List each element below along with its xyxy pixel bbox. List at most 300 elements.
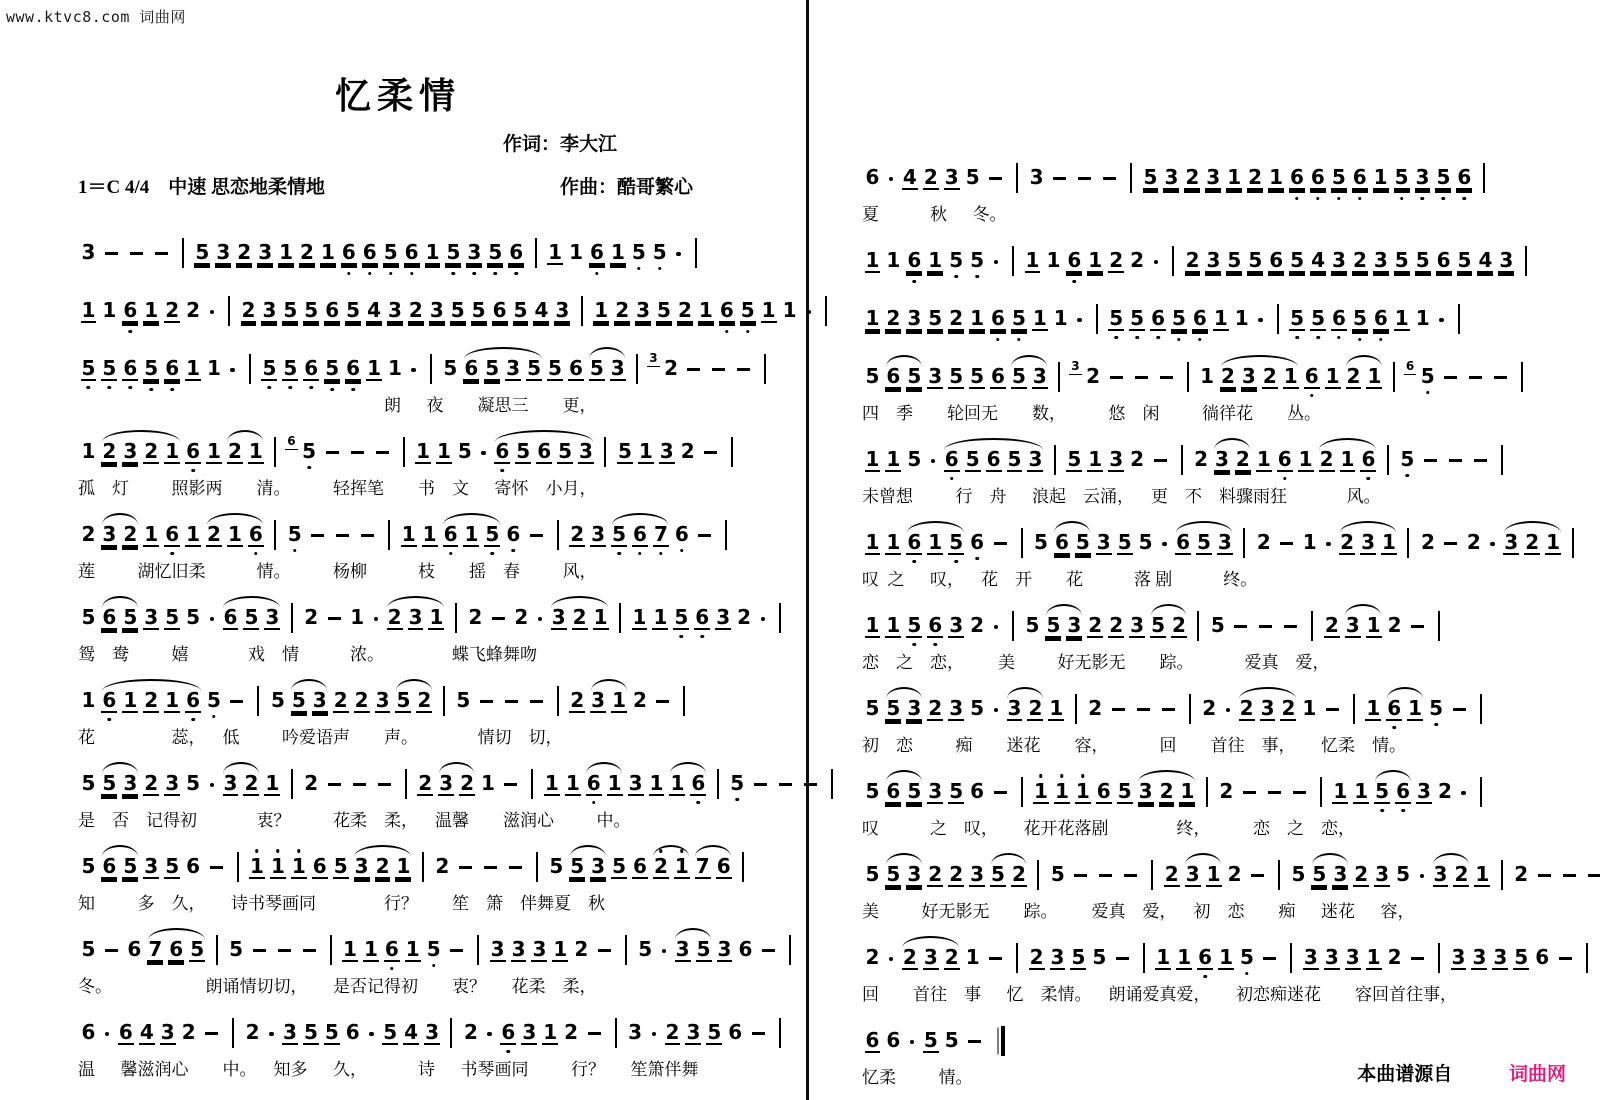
note: 3: [591, 688, 606, 713]
note: 1: [1367, 364, 1382, 389]
note: 6: [312, 854, 327, 879]
sustain-dash: [492, 617, 505, 620]
note: 3: [283, 1020, 297, 1045]
note: 3: [506, 356, 521, 381]
sustain-dash: [1112, 708, 1125, 711]
note: 7: [148, 937, 163, 962]
song-title: 忆柔情: [334, 76, 461, 116]
note: 5: [1151, 613, 1165, 638]
note: 6: [1535, 945, 1550, 970]
augmentation-dot: [210, 310, 215, 315]
note: 3: [1217, 530, 1232, 555]
augmentation-dot: [369, 1032, 374, 1037]
barline: [477, 935, 479, 965]
augmentation-dot: [889, 177, 894, 182]
note: 5: [631, 240, 646, 265]
note: 5: [426, 937, 441, 962]
sustain-dash: [1284, 625, 1297, 628]
note: 5: [1396, 862, 1411, 887]
note: 5: [674, 605, 689, 630]
note: 4: [902, 165, 917, 190]
note: 6: [1192, 306, 1207, 331]
slur-arc: [667, 772, 709, 796]
note: 3: [928, 364, 943, 389]
note: 3: [591, 522, 606, 547]
note: 5: [81, 356, 96, 381]
note: 1: [865, 447, 880, 472]
sustain-dash: [1162, 708, 1175, 711]
note: 5: [1291, 862, 1306, 887]
barline: [557, 686, 559, 716]
note: 5: [1011, 306, 1026, 331]
sustain-dash: [1268, 791, 1281, 794]
note: 1: [865, 248, 880, 273]
lyrics-line: 鸳 鸯 嬉 戏 情 浓。 蝶飞蜂舞吻: [78, 645, 537, 664]
note: 5: [1429, 696, 1444, 721]
barline: [831, 769, 833, 799]
lyrics-line: 回 首往 事 忆 柔情。 朗诵爱真爱， 初恋痴迷花 容回首往事，: [862, 985, 1457, 1004]
note: 3: [1241, 364, 1256, 389]
barline: [405, 769, 407, 799]
barline: [1501, 860, 1503, 890]
note: 1: [886, 447, 901, 472]
barline: [1483, 163, 1485, 193]
note: 2: [564, 1020, 579, 1045]
note: 3: [686, 1020, 701, 1045]
note: 1: [649, 771, 664, 796]
note: 5: [1092, 945, 1107, 970]
note: 5: [707, 1020, 722, 1045]
slur-arc: [1501, 531, 1564, 555]
note: 5: [944, 1028, 959, 1053]
note: 5: [886, 696, 901, 721]
barline: [1197, 611, 1199, 641]
sustain-dash: [353, 783, 366, 786]
note: 5: [1210, 613, 1225, 638]
music-system: [862, 289, 1482, 338]
slur-arc: [436, 772, 478, 796]
slur-arc: [99, 523, 141, 547]
note: 2: [144, 439, 159, 464]
note: 5: [1196, 530, 1211, 555]
barline: [1143, 943, 1145, 973]
note: 1: [1053, 306, 1068, 331]
lyrics-line: 初 恋 痴 迷花 容， 回 首往 事， 忆柔 情。: [862, 736, 1406, 755]
note: 1: [1213, 306, 1228, 331]
note: 5: [244, 605, 259, 630]
barline: [1016, 943, 1018, 973]
note: 1: [396, 854, 411, 879]
column-divider: [806, 0, 809, 1100]
note: 6: [738, 937, 753, 962]
slur-arc: [1384, 697, 1426, 721]
note: 5: [485, 356, 500, 381]
note: 5: [740, 298, 755, 323]
note: 3: [1333, 862, 1348, 887]
note: 2: [1130, 248, 1145, 273]
slur-arc: [1211, 448, 1253, 472]
barline: [1243, 528, 1245, 558]
note: 3: [1493, 945, 1508, 970]
note: 5: [907, 364, 922, 389]
barline: [779, 1018, 781, 1048]
grace-note: 3: [1071, 359, 1080, 374]
note: 3: [1375, 862, 1390, 887]
note: 2: [1262, 364, 1277, 389]
barline: [1438, 943, 1440, 973]
note: 5: [1046, 613, 1061, 638]
augmentation-dot: [994, 260, 999, 265]
augmentation-dot: [487, 1032, 492, 1037]
note: 5: [304, 298, 319, 323]
sustain-dash: [376, 451, 389, 454]
note: 1: [1054, 779, 1069, 804]
note: 2: [865, 945, 880, 970]
barline: [1353, 694, 1355, 724]
note: 6: [991, 306, 1005, 331]
slur-arc: [1004, 697, 1046, 721]
note: 5: [333, 854, 348, 879]
note: 1: [1234, 306, 1249, 331]
note: 5: [283, 356, 298, 381]
slur-arc: [220, 772, 262, 796]
note: 3: [1345, 613, 1360, 638]
sustain-dash: [459, 866, 472, 869]
note: 5: [165, 854, 180, 879]
note: 1: [367, 356, 381, 381]
note: 5: [186, 771, 201, 796]
sustain-dash: [1251, 874, 1264, 877]
note: 2: [1185, 165, 1200, 190]
note: 6: [325, 298, 340, 323]
note: 5: [1420, 364, 1435, 389]
sustain-dash: [530, 700, 543, 703]
note: 3: [1007, 696, 1022, 721]
note: 3: [312, 688, 327, 713]
barline: [1054, 445, 1056, 475]
note: 6: [384, 937, 399, 962]
note: 2: [237, 240, 252, 265]
note: 2: [680, 439, 695, 464]
note: 3: [1472, 945, 1487, 970]
note: 2: [1159, 779, 1174, 804]
sustain-dash: [1074, 874, 1087, 877]
note: 6: [81, 1020, 96, 1045]
note: 1: [593, 605, 608, 630]
note: 5: [1007, 447, 1022, 472]
music-system: [862, 430, 1482, 504]
note: 3: [490, 937, 505, 962]
augmentation-dot: [889, 957, 894, 962]
note: 3: [628, 771, 643, 796]
note: 5: [1071, 945, 1086, 970]
barline: [731, 437, 733, 467]
lyrics-line: 恋 之 恋， 美 好无影无 踪。 爱真 爱，: [862, 653, 1330, 672]
augmentation-dot: [374, 617, 379, 622]
slur-arc: [384, 606, 447, 630]
augmentation-dot: [1439, 318, 1444, 323]
note: 1: [1340, 447, 1355, 472]
barline: [274, 520, 276, 550]
note: 6: [695, 605, 710, 630]
note: 2: [902, 945, 917, 970]
note: 1: [653, 605, 668, 630]
note: 3: [81, 240, 96, 265]
note: 5: [262, 356, 277, 381]
sustain-dash: [754, 783, 767, 786]
note: 5: [1171, 306, 1186, 331]
note: 2: [737, 605, 752, 630]
note: 1: [548, 240, 563, 265]
note: 2: [949, 862, 964, 887]
note: 5: [450, 298, 465, 323]
sustain-dash: [530, 534, 543, 537]
note: 1: [186, 522, 201, 547]
sustain-dash: [989, 957, 1002, 960]
note: 5: [457, 439, 472, 464]
note: 1: [1354, 779, 1369, 804]
note: 6: [1436, 248, 1451, 273]
note: 3: [1096, 530, 1111, 555]
lyrics-line: 未曾想 行 舟 浪起 云涌， 更 不 料骤雨狂 风。: [862, 487, 1381, 506]
note: 3: [1067, 613, 1082, 638]
barline: [1151, 860, 1153, 890]
slur-arc: [1051, 531, 1093, 555]
note: 2: [1185, 248, 1200, 273]
notation-line: [78, 588, 752, 637]
note: 5: [949, 779, 964, 804]
note: 1: [123, 688, 138, 713]
barline: [1277, 304, 1279, 334]
note: 1: [207, 356, 221, 381]
sustain-dash: [1588, 874, 1600, 877]
notation-line: [862, 679, 1482, 728]
note: 2: [1514, 862, 1529, 887]
barline: [615, 1018, 617, 1048]
note: 3: [1028, 447, 1043, 472]
sustain-dash: [994, 791, 1007, 794]
sustain-dash: [1154, 459, 1167, 462]
barline: [249, 354, 251, 384]
note: 2: [970, 613, 985, 638]
note: 5: [549, 854, 564, 879]
note: 5: [1331, 165, 1346, 190]
note: 2: [1219, 779, 1234, 804]
note: 2: [245, 1020, 260, 1045]
note: 5: [1290, 248, 1305, 273]
note: 6: [345, 1020, 360, 1045]
note: 2: [615, 298, 630, 323]
lyrics-line: 叹 之 叹， 花开花落剧 终， 恋 之 恋，: [862, 819, 1355, 838]
note: 5: [558, 439, 573, 464]
note: 5: [970, 364, 985, 389]
note: 2: [1420, 530, 1435, 555]
notation-line: [862, 231, 1514, 280]
meta-row: [78, 172, 718, 199]
note: 5: [346, 298, 361, 323]
note: 6: [590, 240, 604, 265]
sustain-dash: [1116, 957, 1129, 960]
note: 5: [865, 696, 880, 721]
composer-credit: 作曲：酷哥繁心: [559, 177, 693, 198]
barline: [430, 354, 432, 384]
barline: [1016, 163, 1018, 193]
lyrics-line: 冬。 朗诵情切切， 是否记得初 衷？ 花柔 柔，: [78, 977, 597, 996]
note: 6: [633, 522, 647, 547]
note: 6: [865, 1028, 880, 1053]
augmentation-dot: [210, 783, 215, 788]
note: 2: [1028, 696, 1043, 721]
barline: [232, 1018, 234, 1048]
note: 5: [1117, 530, 1132, 555]
note: 5: [190, 937, 205, 962]
sustain-dash: [1110, 376, 1123, 379]
note: 5: [1290, 306, 1305, 331]
barline: [779, 603, 781, 633]
note: 1: [102, 298, 117, 323]
barline: [1501, 445, 1503, 475]
note: 2: [570, 688, 585, 713]
note: 1: [638, 439, 653, 464]
barline: [1480, 694, 1482, 724]
note: 5: [1067, 447, 1082, 472]
sustain-dash: [504, 783, 517, 786]
note: 6: [443, 522, 458, 547]
note: 6: [118, 1020, 133, 1045]
barline: [422, 852, 424, 882]
note: 6: [944, 447, 959, 472]
note: 3: [1451, 945, 1466, 970]
sustain-dash: [1053, 177, 1066, 180]
note: 2: [123, 522, 138, 547]
note: 6: [1054, 530, 1069, 555]
note: 1: [279, 240, 294, 265]
note: 5: [207, 688, 221, 713]
note: 2: [1340, 530, 1355, 555]
note: 1: [81, 298, 96, 323]
note: 6: [907, 248, 922, 273]
grace-note: 6: [1405, 359, 1415, 374]
note: 6: [1289, 165, 1304, 190]
augmentation-dot: [994, 708, 999, 713]
note: 5: [970, 696, 985, 721]
note: 3: [923, 945, 938, 970]
note: 2: [418, 771, 433, 796]
note: 2: [144, 688, 159, 713]
slur-arc: [883, 365, 925, 389]
sustain-dash: [1444, 376, 1457, 379]
note: 1: [565, 771, 580, 796]
note: 5: [657, 298, 671, 323]
note: 5: [396, 688, 411, 713]
note: 3: [1324, 945, 1339, 970]
notation-line: [78, 281, 797, 330]
note: 2: [514, 605, 529, 630]
notation-line: [862, 513, 1561, 562]
music-system: [78, 281, 797, 330]
note: 3: [425, 1020, 439, 1045]
note: 6: [362, 240, 377, 265]
note: 1: [1366, 696, 1381, 721]
note: 2: [1221, 364, 1235, 389]
barline: [1075, 694, 1077, 724]
sustain-dash: [1137, 708, 1150, 711]
note: 2: [181, 1020, 196, 1045]
note: 1: [553, 937, 568, 962]
barline: [455, 603, 457, 633]
barline: [581, 296, 583, 326]
sustain-dash: [1326, 708, 1339, 711]
note: 2: [1227, 862, 1242, 887]
note: 5: [1109, 306, 1124, 331]
slur-arc: [650, 855, 692, 879]
note: 6: [1332, 306, 1346, 331]
note: 3: [1032, 364, 1047, 389]
note: 5: [589, 356, 604, 381]
note: 5: [270, 688, 285, 713]
note: 1: [416, 439, 430, 464]
note: 7: [695, 854, 710, 879]
note: 2: [102, 439, 117, 464]
barline: [1572, 528, 1574, 558]
note: 2: [664, 356, 678, 381]
sustain-dash: [326, 451, 339, 454]
note: 2: [408, 298, 423, 323]
sustain-dash: [311, 534, 324, 537]
note: 1: [761, 298, 776, 323]
note: 5: [1436, 165, 1451, 190]
note: 3: [551, 605, 566, 630]
sustain-dash: [1424, 459, 1437, 462]
note: 6: [102, 854, 117, 879]
music-system: [78, 754, 745, 830]
note: 5: [291, 688, 306, 713]
note: 5: [1117, 779, 1132, 804]
note: 6: [633, 854, 647, 879]
sustain-dash: [1469, 376, 1482, 379]
barline: [1130, 163, 1132, 193]
note: 2: [300, 240, 314, 265]
note: 2: [949, 306, 964, 331]
note: 1: [698, 298, 713, 323]
lyrics-line: 朗 夜 凝思三 更，: [78, 396, 597, 415]
note: 5: [1011, 364, 1026, 389]
notation-line: [862, 928, 1550, 977]
note: 2: [81, 522, 96, 547]
note: 1: [670, 771, 685, 796]
note: 5: [570, 854, 585, 879]
notation-line: [78, 837, 731, 886]
note: 6: [492, 298, 507, 323]
note: 5: [907, 613, 922, 638]
note: 1: [970, 306, 985, 331]
barline: [619, 603, 621, 633]
note: 6: [1198, 945, 1213, 970]
note: 5: [383, 1020, 398, 1045]
note: 3: [160, 1020, 175, 1045]
note: 6: [346, 356, 361, 381]
augmentation-dot: [269, 1032, 274, 1037]
note: 3: [675, 937, 690, 962]
note: 2: [1319, 447, 1334, 472]
note: 5: [81, 771, 96, 796]
note: 1: [1088, 447, 1103, 472]
note: 1: [1075, 779, 1090, 804]
note: 1: [144, 298, 159, 323]
note: 3: [522, 1020, 537, 1045]
notation-line: [78, 671, 718, 720]
note: 4: [139, 1020, 154, 1045]
